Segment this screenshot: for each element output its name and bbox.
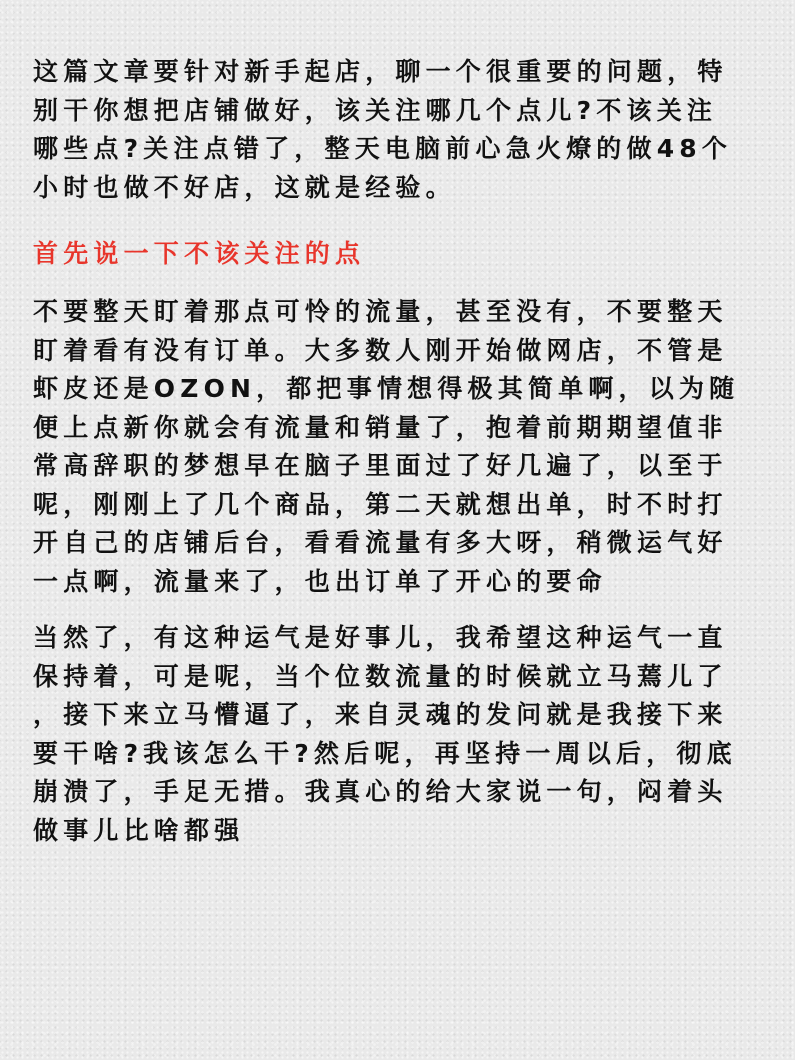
body-paragraph-2: 当然了，有这种运气是好事儿，我希望这种运气一直 保持着，可是呢，当个位数流量的时候就立马蔫儿了 ，接下来立马懵逼了，来自灵魂的发问就是我接下来 要干啥?我该怎么干?然后呢，再坚持一周以后，彻底 崩溃了，手足无措。我真心的给大家说一句，闷着头 做事儿比啥都强 (33, 623, 737, 845)
body-paragraph-1: 不要整天盯着那点可怜的流量，甚至没有，不要整天 盯着看有没有订单。大多数人刚开始做网店，不管是 虾皮还是OZON，都把事情想得极其简单啊，以为随 便上点新你就会有流量和销量了，抱着前期期望值非 常高辞职的梦想早在脑子里面过了好几遍了，以至于 呢，刚刚上了几个商品，第二天就想出单，时不时打 开自己的店铺后台，看看流量有多大呀，稍微运气好 一点啊，流量来了，也出订单了开心的要命 (33, 297, 740, 596)
intro-paragraph: 这篇文章要针对新手起店，聊一个很重要的问题，特 别干你想把店铺做好，该关注哪几个点儿?不该关注 哪些点?关注点错了，整天电脑前心急火燎的做48个 小时也做不好店，这就是经验。 (33, 57, 733, 202)
section-heading: 首先说一下不该关注的点 (33, 239, 366, 268)
